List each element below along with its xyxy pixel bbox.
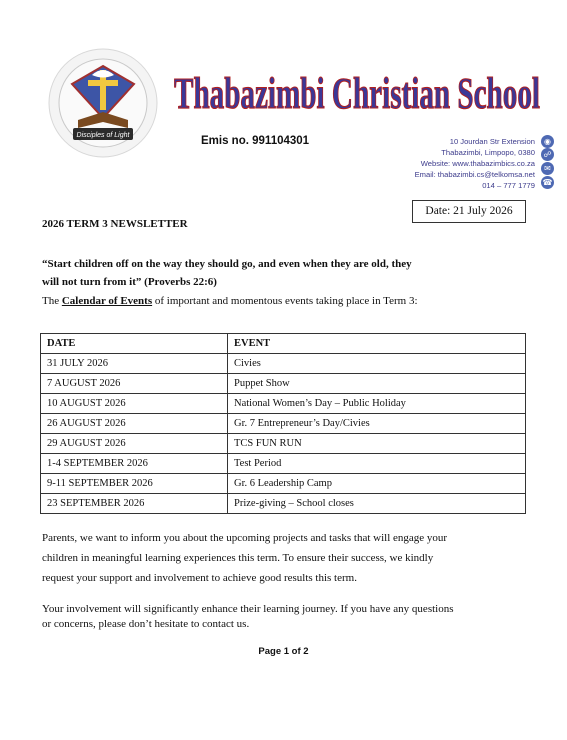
emis-value: 991104301 [252, 135, 310, 147]
paragraph-2-line-2: or concerns, please don’t hesitate to contact us. [42, 618, 250, 630]
event-name: Puppet Show [228, 374, 526, 394]
calendar-of-events-label: Calendar of Events [61, 295, 153, 307]
address-line-1: 10 Jourdan Str Extension [449, 137, 535, 146]
event-name: National Women’s Day – Public Holiday [228, 394, 526, 414]
school-name-wordmark [172, 66, 544, 116]
table-row [41, 474, 526, 494]
school-name: Thabazimbi Christian School [174, 69, 540, 116]
newsletter-title: 2026 TERM 3 NEWSLETTER [42, 218, 188, 230]
quote-line-2: will not turn from it” (Proverbs 22:6) [42, 276, 217, 288]
intro-text: The Calendar of Events of important and momentous events taking place in Term 3: [42, 295, 418, 307]
table-row [41, 374, 526, 394]
location-icon: ◉ [541, 135, 554, 148]
event-date: 26 AUGUST 2026 [41, 414, 228, 434]
table-row [41, 434, 526, 454]
address-line-2: Thabazimbi, Limpopo, 0380 [441, 148, 535, 157]
table-row [41, 414, 526, 434]
event-name: Civies [228, 354, 526, 374]
events-table [40, 333, 526, 514]
event-name: Gr. 6 Leadership Camp [228, 474, 526, 494]
column-header-date: DATE [41, 334, 228, 354]
phone: 014 – 777 1779 [482, 181, 535, 190]
table-row [41, 394, 526, 414]
table-row [41, 494, 526, 514]
event-name: Prize-giving – School closes [228, 494, 526, 514]
table-header-row [41, 334, 526, 354]
event-date: 29 AUGUST 2026 [41, 434, 228, 454]
phone-icon: ☎ [542, 178, 553, 187]
table-row [41, 354, 526, 374]
logo-motto: Disciples of Light [76, 132, 130, 139]
event-date: 7 AUGUST 2026 [41, 374, 228, 394]
school-crest-icon [48, 48, 158, 158]
event-name: Test Period [228, 454, 526, 474]
share-icon: ☍ [541, 148, 554, 161]
event-date: 23 SEPTEMBER 2026 [41, 494, 228, 514]
page-number: Page 1 of 2 [258, 646, 309, 657]
event-date: 31 JULY 2026 [41, 354, 228, 374]
column-header-event: EVENT [228, 334, 526, 354]
event-date: 10 AUGUST 2026 [41, 394, 228, 414]
email-icon: ✉ [541, 162, 554, 175]
paragraph-2-line-1: Your involvement will significantly enhance their learning journey. If you have any questions [42, 603, 454, 615]
emis-number [201, 135, 309, 147]
paragraph-1-line-2: children in meaningful learning experiences this term. To ensure their success, we kindly [42, 552, 434, 564]
emis-label: Emis no. [201, 135, 249, 147]
paragraph-1-line-1: Parents, we want to inform you about the upcoming projects and tasks that will engage your [42, 532, 448, 544]
table-row [41, 454, 526, 474]
website[interactable]: Website: www.thabazimbics.co.za [420, 159, 535, 168]
quote-line-1: “Start children off on the way they should go, and even when they are old, they [42, 258, 412, 270]
paragraph-1-line-3: request your support and involvement to achieve good results this term. [42, 572, 357, 584]
event-name: Gr. 7 Entrepreneur’s Day/Civies [228, 414, 526, 434]
event-date: 9-11 SEPTEMBER 2026 [41, 474, 228, 494]
event-date: 1-4 SEPTEMBER 2026 [41, 454, 228, 474]
event-name: TCS FUN RUN [228, 434, 526, 454]
newsletter-date: Date: 21 July 2026 [412, 200, 526, 223]
email[interactable]: Email: thabazimbi.cs@telkomsa.net [414, 170, 535, 179]
